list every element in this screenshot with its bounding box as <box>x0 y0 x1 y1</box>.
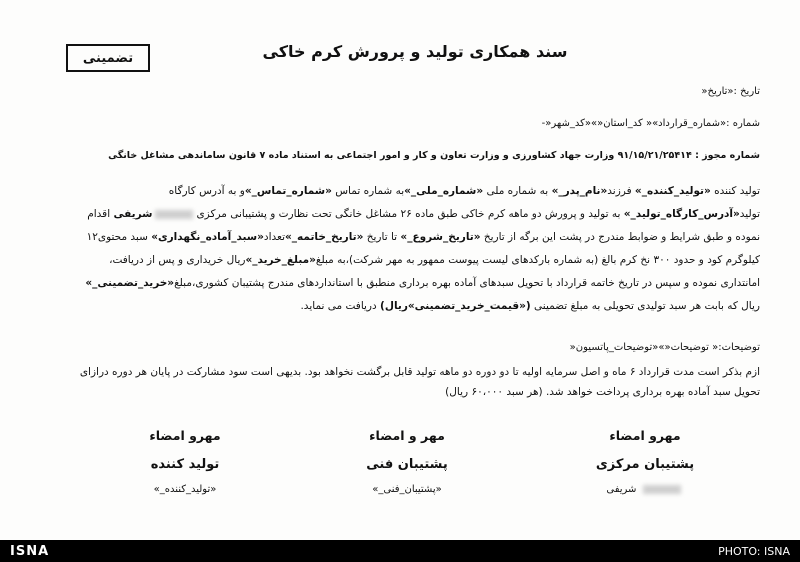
signature-name: «پشتیبان_فنی_» <box>372 484 442 495</box>
signature-producer <box>105 428 265 495</box>
body-line-6 <box>60 295 760 318</box>
body-text: به شماره تماس <box>331 185 405 197</box>
redacted-name <box>155 210 193 219</box>
body-text: اقدام <box>87 208 114 220</box>
signature-seal-label: مهرو امضاء <box>609 428 681 443</box>
placeholder-field: «سبد_آماده_نگهداری» <box>151 231 264 243</box>
body-text: تعداد <box>263 231 286 243</box>
body-text: تولید کننده <box>710 185 760 197</box>
body-line-2 <box>60 203 760 226</box>
placeholder-field: «آدرس_کارگاه_تولید_» <box>623 208 740 220</box>
license-line: شماره مجوز : ۹۱/۱۵/۲۱/۲۵۴۱۴ وزارت جهاد کشاورزی و وزارت تعاون و کار و امور اجتماعی به استناد ماده ۷ قانون ساماندهی مشاغل خانگی <box>108 150 760 161</box>
body-text: فرزند <box>607 185 635 197</box>
placeholder-field: «مبلغ_خرید_» <box>245 254 316 266</box>
signature-name-row <box>565 484 725 495</box>
body-line-4 <box>60 249 760 272</box>
body-text: تولید <box>739 208 760 220</box>
body-text: ریال که بابت هر سبد تولیدی تحویلی به مبلغ تضمینی <box>530 300 760 312</box>
document-title: سند همکاری تولید و پرورش کرم خاکی <box>262 42 568 61</box>
placeholder-field: («قیمت_خرید_تضمینی»ریال) <box>380 300 531 312</box>
contract-body <box>60 180 760 318</box>
photo-footer-bar <box>0 540 800 562</box>
signature-role: پشتیبان مرکزی <box>595 457 695 472</box>
placeholder-field: «تولید_کننده_» <box>634 185 711 197</box>
clause-line-1: ازم بذکر است مدت قرارداد ۶ ماه و اصل سرمایه اولیه تا دو دوره دو ماهه تولید قابل برگشت نخواهد بود. بدیهی است سود مشارکت در پایان هر دوره درازای <box>79 366 760 378</box>
signature-role: تولید کننده <box>150 457 220 472</box>
clause-paragraph <box>60 362 760 402</box>
signature-seal-label: مهر و امضاء <box>369 428 445 443</box>
isna-logo: ISNA <box>10 543 50 559</box>
body-line-5 <box>60 272 760 295</box>
signature-name: شریفی <box>606 484 637 495</box>
date-line: تاریخ :«تاریخ« <box>701 86 760 97</box>
placeholder-field: «شماره_ملی_» <box>404 185 484 197</box>
body-text: ریال خریداری و پس از دریافت، <box>109 254 246 266</box>
signature-name: «تولید_کننده_» <box>153 484 217 495</box>
signature-central <box>565 428 725 495</box>
redacted-name <box>643 485 681 494</box>
body-text: دریافت می نماید. <box>300 300 381 312</box>
placeholder-field: «تاریخ_شروع_» <box>400 231 481 243</box>
body-text: سبد محتوی۱۲ <box>86 231 152 243</box>
signature-seal-label: مهرو امضاء <box>149 428 221 443</box>
contract-number-line: شماره :«شماره_قرارداد»« کد_استان«»«کد_شهر«- <box>541 118 760 129</box>
clause-line-2: تحویل سبد آماده بهره برداری پرداخت خواهد شد. (هر سبد ۶۰،۰۰۰ ریال) <box>445 386 760 398</box>
notes-line: توضیحات:« توضیحات«»«توضیحات_پاتسیون« <box>569 342 760 353</box>
body-text: امانتداری نموده و سپس در تاریخ خاتمه قرارداد با تحویل سبدهای آماده بهره برداری منطبق با استانداردهای مندرج پشتیبان کشوری،مبلغ <box>174 277 760 289</box>
body-line-1 <box>60 180 760 203</box>
guarantee-badge: تضمینی <box>66 44 150 72</box>
body-text: به شماره ملی <box>483 185 552 197</box>
signature-role: پشتیبان فنی <box>366 457 448 472</box>
body-line-3 <box>60 226 760 249</box>
body-text: تا تاریخ <box>363 231 401 243</box>
body-text: و به آدرس کارگاه <box>168 185 245 197</box>
placeholder-field: شریفی <box>113 208 153 220</box>
placeholder-field: «خرید_تضمینی_» <box>85 277 175 289</box>
photo-credit: PHOTO: ISNA <box>718 544 790 558</box>
placeholder-field: «تاریخ_خاتمه_» <box>285 231 364 243</box>
placeholder-field: «شماره_تماس_» <box>244 185 332 197</box>
signature-technical <box>327 428 487 495</box>
placeholder-field: «نام_پدر_» <box>551 185 608 197</box>
body-text: کیلوگرم کود و حدود ۳۰۰ نخ کرم بالغ (به شماره بارکدهای لیست پیوست ممهور به مهر شرکت)،به مبلغ <box>315 254 760 266</box>
body-text: به تولید و پرورش دو ماهه کرم خاکی طبق ماده ۲۶ مشاغل خانگی تحت نظارت و پشتیبانی مرکزی <box>196 208 624 220</box>
body-text: نموده و طبق شرایط و ضوابط مندرج در پشت این برگه از تاریخ <box>480 231 760 243</box>
